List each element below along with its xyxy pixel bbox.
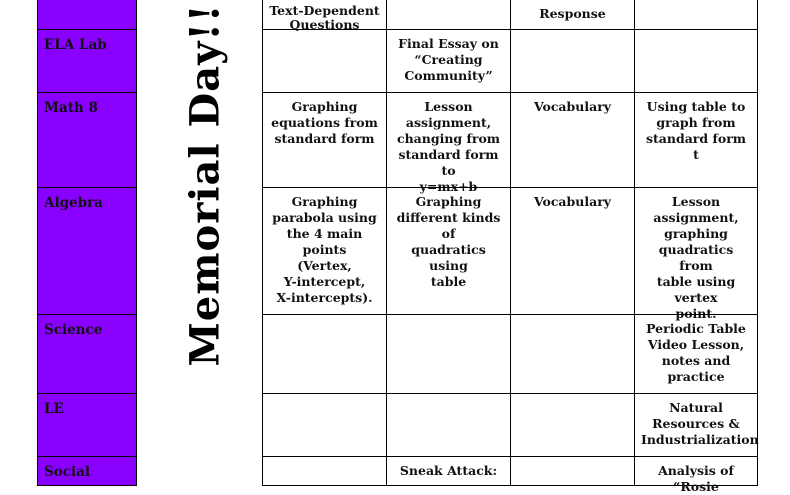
cell-algebra-thu: Lesson assignment, graphing quadratics from table using vertex point. xyxy=(634,187,758,315)
cell-ela-tue: Final Essay on “Creating Community” xyxy=(386,29,511,93)
cell-top-tue xyxy=(386,0,511,30)
subject-cell-ela-lab: ELA Lab xyxy=(37,29,137,93)
subject-cell-science: Science xyxy=(37,314,137,394)
cell-math8-mon: Graphing equations from standard form xyxy=(262,92,387,188)
cell-ela-mon xyxy=(262,29,387,93)
memorial-day-text: Memorial Day!! xyxy=(181,3,229,367)
subject-cell-le: LE xyxy=(37,393,137,457)
memorial-day-banner xyxy=(150,0,260,480)
cell-top-thu xyxy=(634,0,758,30)
cell-social-wed xyxy=(510,456,635,486)
cell-top-mon-text: Text-Dependent Questions xyxy=(269,3,380,32)
subject-cell-top xyxy=(37,0,137,30)
cell-top-wed-text: Response xyxy=(539,6,606,21)
cell-top-mon xyxy=(262,0,387,30)
cell-math8-wed: Vocabulary xyxy=(510,92,635,188)
cell-science-thu: Periodic Table Video Lesson, notes and practice xyxy=(634,314,758,394)
cell-science-tue xyxy=(386,314,511,394)
cell-social-mon xyxy=(262,456,387,486)
cell-le-thu: Natural Resources & Industrialization xyxy=(634,393,758,457)
cell-ela-thu xyxy=(634,29,758,93)
subject-cell-algebra: Algebra xyxy=(37,187,137,315)
cell-top-wed xyxy=(510,0,635,30)
cell-algebra-mon: Graphing parabola using the 4 main points (Vertex, Y-intercept, X-intercepts). xyxy=(262,187,387,315)
cell-social-thu: Analysis of “Rosie xyxy=(634,456,758,486)
cell-le-mon xyxy=(262,393,387,457)
cell-social-tue: Sneak Attack: xyxy=(386,456,511,486)
cell-science-mon xyxy=(262,314,387,394)
cell-ela-wed xyxy=(510,29,635,93)
cell-math8-thu: Using table to graph from standard form t xyxy=(634,92,758,188)
cell-algebra-wed: Vocabulary xyxy=(510,187,635,315)
cell-science-wed xyxy=(510,314,635,394)
subject-cell-math-8: Math 8 xyxy=(37,92,137,188)
subject-cell-social: Social xyxy=(37,456,137,486)
cell-math8-tue: Lesson assignment, changing from standard form to y=mx+b xyxy=(386,92,511,188)
cell-algebra-tue: Graphing different kinds of quadratics using table xyxy=(386,187,511,315)
cell-le-wed xyxy=(510,393,635,457)
cell-le-tue xyxy=(386,393,511,457)
